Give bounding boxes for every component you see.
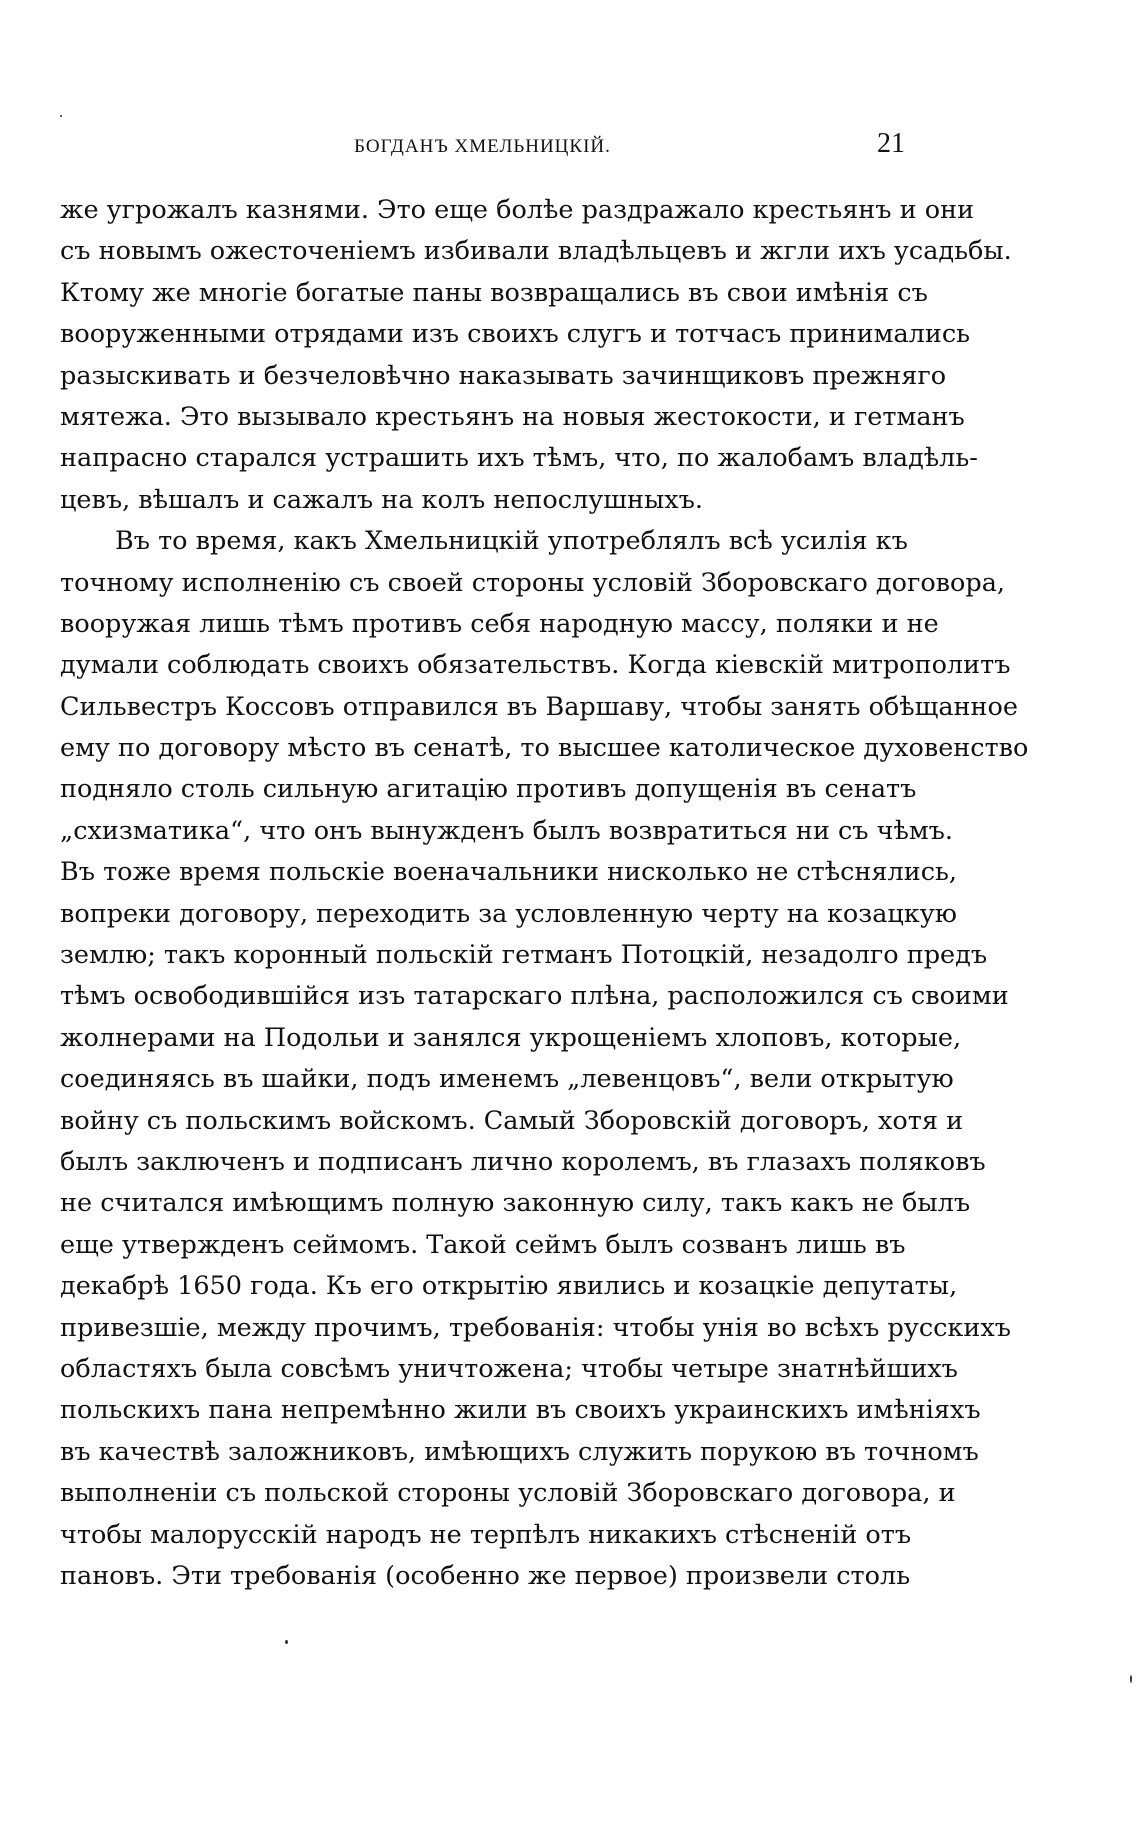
text-line: жолнерами на Подольи и занялся укрощеніемъ хлоповъ, которые, — [60, 1022, 962, 1053]
page-header — [60, 128, 905, 168]
scan-speck — [1130, 1675, 1132, 1683]
text-line: съ новымъ ожесточеніемъ избивали владѣльцевъ и жгли ихъ усадьбы. — [60, 236, 1012, 267]
page-number: 21 — [877, 128, 905, 159]
text-line: декабрѣ 1650 года. Къ его открытію явились и козацкіе депутаты, — [60, 1271, 958, 1302]
scan-speck — [285, 1640, 288, 1644]
text-line: привезшіе, между прочимъ, требованія: чтобы унія во всѣхъ русскихъ — [60, 1312, 1011, 1343]
text-line: точному исполненію съ своей стороны условій Зборовскаго договора, — [60, 567, 1006, 598]
running-title: БОГДАНЪ ХМЕЛЬНИЦКІЙ. — [354, 136, 611, 157]
paragraph-2 — [60, 521, 1029, 1597]
text-line: вооружая лишь тѣмъ противъ себя народную массу, поляки и не — [60, 608, 939, 639]
text-line: „схизматика“, что онъ вынужденъ былъ возвратиться ни съ чѣмъ. — [60, 815, 953, 846]
text-line: Въ то время, какъ Хмельницкій употреблялъ всѣ усилія къ — [115, 526, 908, 557]
paragraph-1 — [60, 190, 1012, 521]
text-line: разыскивать и безчеловѣчно наказывать зачинщиковъ прежняго — [60, 360, 947, 391]
scan-speck — [60, 115, 62, 117]
text-line: не считался имѣющимъ полную законную силу, такъ какъ не былъ — [60, 1188, 971, 1219]
text-line: подняло столь сильную агитацію противъ допущенія въ сенатъ — [60, 774, 917, 805]
text-line: Сильвестръ Коссовъ отправился въ Варшаву, чтобы занять обѣщанное — [60, 691, 1018, 722]
text-line: областяхъ была совсѣмъ уничтожена; чтобы четыре знатнѣйшихъ — [60, 1353, 958, 1384]
text-line: же угрожалъ казнями. Это еще болѣе раздражало крестьянъ и они — [60, 195, 975, 225]
body-text — [60, 190, 1029, 1597]
text-line: землю; такъ коронный польскій гетманъ Потоцкій, незадолго предъ — [60, 940, 988, 971]
text-line: вопреки договору, переходить за условленную черту на козацкую — [60, 898, 957, 929]
text-line: еще утвержденъ сеймомъ. Такой сеймъ былъ созванъ лишь въ — [60, 1229, 906, 1260]
text-line: ему по договору мѣсто въ сенатѣ, то высшее католическое духовенство — [60, 733, 1029, 764]
text-line: тѣмъ освободившійся изъ татарскаго плѣна, расположился съ своими — [60, 981, 1009, 1012]
text-line: напрасно старался устрашить ихъ тѣмъ, что, по жалобамъ владѣль- — [60, 443, 978, 474]
text-line: цевъ, вѣшалъ и сажалъ на колъ непослушныхъ. — [60, 484, 703, 515]
text-line: мятежа. Это вызывало крестьянъ на новыя жестокости, и гетманъ — [60, 401, 965, 432]
text-line: пановъ. Эти требованія (особенно же первое) произвели столь — [60, 1560, 911, 1591]
text-line: Ктому же многіе богатые паны возвращались въ свои имѣнія съ — [60, 277, 928, 308]
text-line: чтобы малорусскій народъ не терпѣлъ никакихъ стѣсненій отъ — [60, 1519, 912, 1550]
text-line: войну съ польскимъ войскомъ. Самый Зборовскій договоръ, хотя и — [60, 1105, 964, 1136]
text-line: польскихъ пана непремѣнно жили въ своихъ украинскихъ имѣніяхъ — [60, 1395, 981, 1426]
text-line: вооруженными отрядами изъ своихъ слугъ и тотчасъ принимались — [60, 319, 971, 350]
text-line: Въ тоже время польскіе военачальники нисколько не стѣснялись, — [60, 857, 957, 888]
text-line: думали соблюдать своихъ обязательствъ. Когда кіевскій митрополитъ — [60, 650, 1011, 681]
text-line: былъ заключенъ и подписанъ лично королемъ, въ глазахъ поляковъ — [60, 1146, 986, 1177]
text-line: выполненіи съ польской стороны условій Зборовскаго договора, и — [60, 1478, 956, 1509]
text-line: соединяясь въ шайки, подъ именемъ „левенцовъ“, вели открытую — [60, 1064, 954, 1095]
text-line: въ качествѣ заложниковъ, имѣющихъ служить порукою въ точномъ — [60, 1436, 979, 1467]
